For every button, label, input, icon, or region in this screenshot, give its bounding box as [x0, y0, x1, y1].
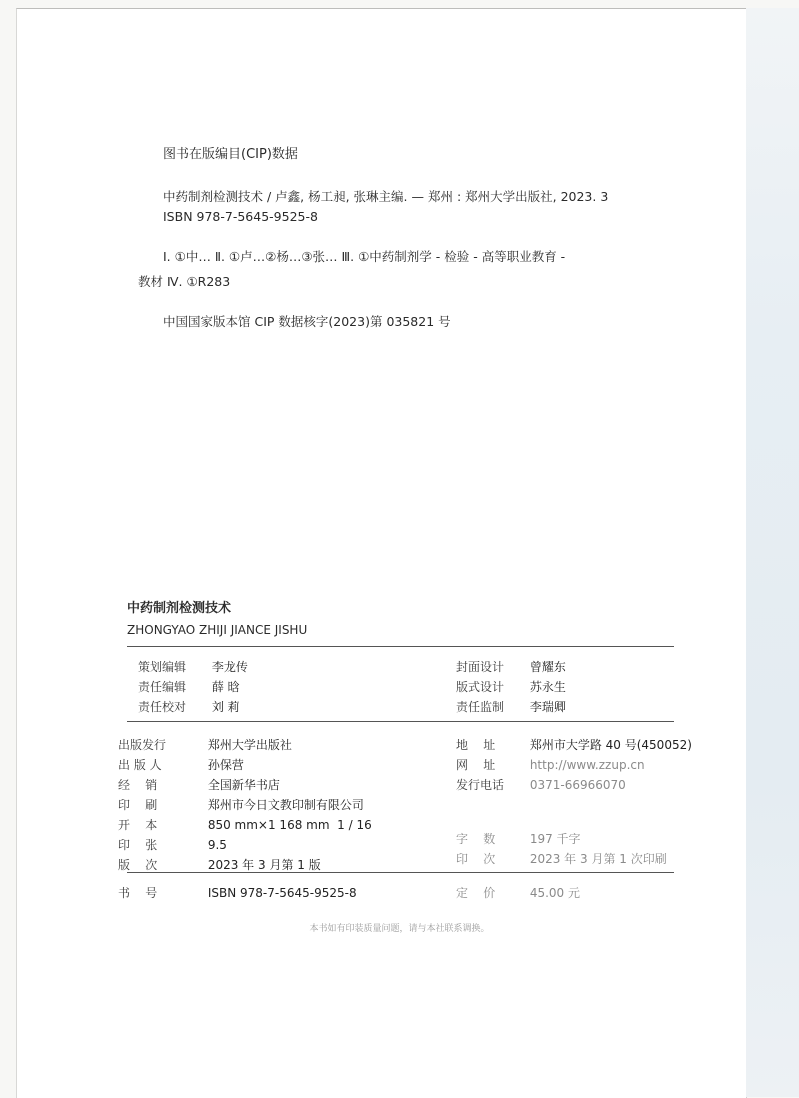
- divider-rule: [127, 872, 674, 873]
- book-title: 中药制剂检测技术: [127, 601, 232, 616]
- publish-row: [456, 737, 692, 753]
- credit-row: [456, 699, 566, 715]
- cip-title: 图书在版编目(CIP)数据: [163, 147, 298, 162]
- credit-row: [138, 679, 240, 695]
- publish-value: 郑州市今日文教印制有限公司: [207, 798, 364, 812]
- publish-value: 郑州市大学路 40 号(450052): [529, 738, 692, 752]
- publish-label: 版 次: [118, 858, 158, 872]
- credit-row: [138, 699, 240, 715]
- divider-rule: [127, 646, 674, 647]
- credit-label: 责任编辑: [138, 680, 187, 694]
- credit-value: 曾耀东: [529, 660, 566, 674]
- publish-value: http://www.zzup.cn: [529, 758, 645, 772]
- publish-label: 印 次: [456, 852, 496, 866]
- publish-label: 发行电话: [456, 778, 505, 792]
- publish-label: 开 本: [118, 818, 158, 832]
- publish-label: 印 张: [118, 838, 158, 852]
- publish-label: 网 址: [456, 758, 496, 772]
- publish-value: 全国新华书店: [207, 778, 280, 792]
- footnote: 本书如有印装质量问题，请与本社联系调换。: [309, 924, 490, 934]
- price-value: 45.00 元: [529, 886, 580, 900]
- credit-value: 苏永生: [529, 680, 566, 694]
- publish-row: [118, 837, 227, 853]
- credit-row: [138, 659, 248, 675]
- publish-label: 经 销: [118, 778, 158, 792]
- book-pinyin: ZHONGYAO ZHIJI JIANCE JISHU: [127, 623, 308, 637]
- publish-row: [456, 831, 581, 847]
- isbn-value: ISBN 978-7-5645-9525-8: [207, 886, 357, 900]
- publish-value: 2023 年 3 月第 1 次印刷: [529, 852, 667, 866]
- credit-row: [456, 659, 566, 675]
- publish-row: [118, 757, 244, 773]
- publish-label: 字 数: [456, 832, 496, 846]
- credit-value: 李瑞卿: [529, 700, 566, 714]
- publish-value: 850 mm×1 168 mm 1 / 16: [207, 818, 372, 832]
- credit-label: 版式设计: [456, 680, 505, 694]
- credit-value: 刘 莉: [211, 700, 240, 714]
- credit-value: 薛 晗: [211, 680, 240, 694]
- publish-row: [118, 797, 364, 813]
- credit-label: 封面设计: [456, 660, 505, 674]
- cip-classification-1: Ⅰ. ①中… Ⅱ. ①卢…②杨…③张… Ⅲ. ①中药制剂学 - 检验 - 高等职业教育 -: [163, 249, 566, 264]
- publish-label: 出 版 人: [118, 758, 162, 772]
- publish-row: [456, 777, 626, 793]
- publish-value: 郑州大学出版社: [207, 738, 292, 752]
- credit-row: [456, 679, 566, 695]
- publish-label: 出版发行: [118, 738, 167, 752]
- publish-row: [456, 851, 667, 867]
- publish-value: 197 千字: [529, 832, 581, 846]
- price-label: 定 价: [456, 886, 496, 900]
- publish-value: 2023 年 3 月第 1 版: [207, 858, 321, 872]
- publish-row: [118, 817, 372, 833]
- cip-isbn: ISBN 978-7-5645-9525-8: [163, 209, 318, 224]
- page-sheet: [16, 8, 747, 1098]
- isbn-row: [118, 885, 357, 901]
- cip-number: 中国国家版本馆 CIP 数据核字(2023)第 035821 号: [163, 314, 451, 329]
- publish-value: 孙保营: [207, 758, 244, 772]
- publish-value: 0371-66966070: [529, 778, 626, 792]
- publish-value: 9.5: [207, 838, 227, 852]
- publish-row: [118, 857, 321, 873]
- isbn-label: 书 号: [118, 886, 158, 900]
- price-row: [456, 885, 580, 901]
- credit-label: 责任监制: [456, 700, 505, 714]
- publish-row: [456, 757, 645, 773]
- publish-label: 印 刷: [118, 798, 158, 812]
- credit-label: 责任校对: [138, 700, 187, 714]
- cip-classification-2: 教材 Ⅳ. ①R283: [138, 274, 231, 289]
- divider-rule: [127, 721, 674, 722]
- publish-label: 地 址: [456, 738, 496, 752]
- publish-row: [118, 737, 292, 753]
- credit-label: 策划编辑: [138, 660, 187, 674]
- credit-value: 李龙传: [211, 660, 248, 674]
- cip-entry: 中药制剂检测技术 / 卢鑫, 杨工昶, 张琳主编. — 郑州 : 郑州大学出版社, 2023. 3: [163, 189, 609, 204]
- publish-row: [118, 777, 280, 793]
